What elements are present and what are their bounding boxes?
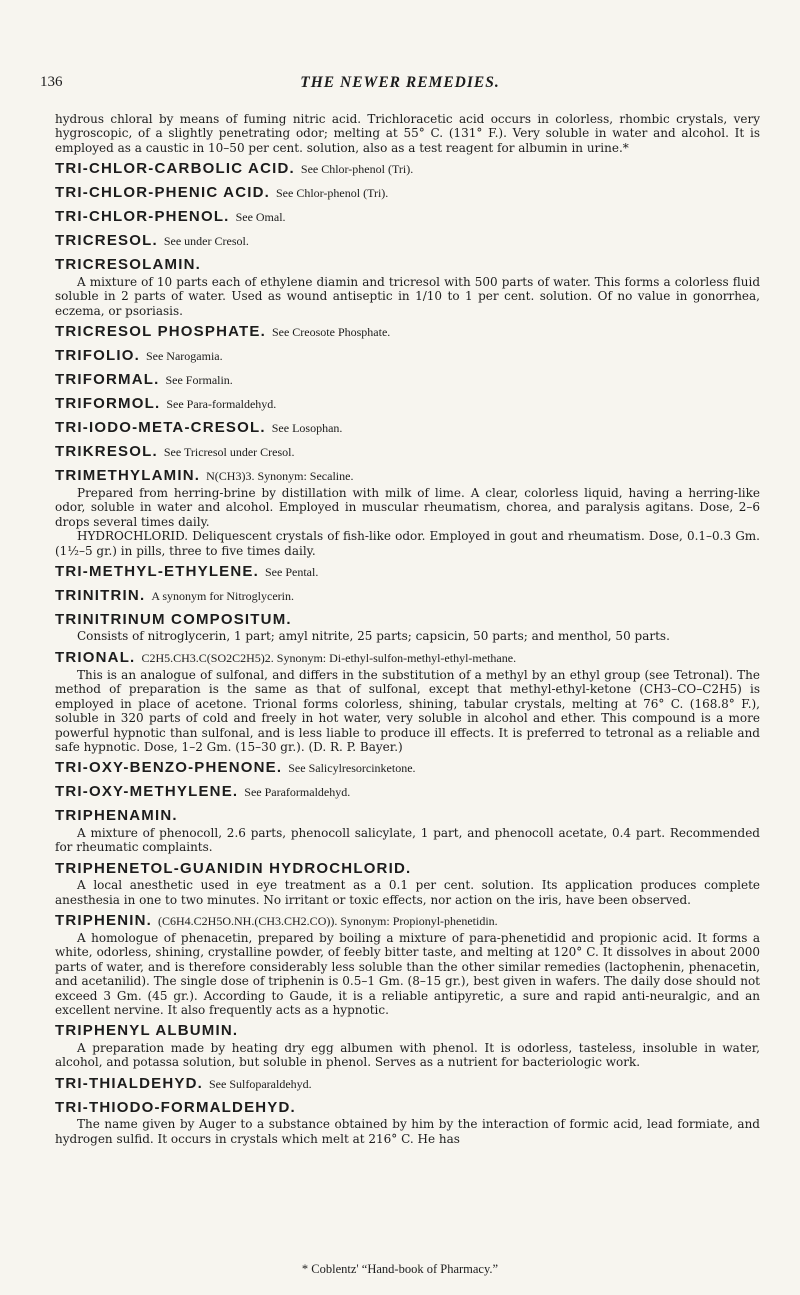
entry-heading xyxy=(55,369,760,390)
entry-term: TRI-THIODO-FORMALDEHYD. xyxy=(55,1098,296,1116)
entry-body: Prepared from herring-brine by distillation with milk of lime. A clear, colorless liquid, having a herring-like odor, soluble in water and alcohol. Employed in muscular rheumatism, chorea, and paralysis agitans. Dose, 2–6 drops several times daily. xyxy=(55,485,760,529)
entry-term: TRIFORMOL. xyxy=(55,394,161,412)
entry-term: TRIPHENIN. xyxy=(55,911,153,929)
footnote: * Coblentz' “Hand-book of Pharmacy.” xyxy=(301,1262,499,1276)
entry-heading xyxy=(55,230,760,251)
entry-term: TRI-METHYL-ETHYLENE. xyxy=(55,562,259,580)
entry-term: TRINITRIN. xyxy=(55,586,146,604)
entry-reference: See Chlor-phenol (Tri). xyxy=(276,186,389,201)
entry-reference: See Losophan. xyxy=(271,420,343,435)
entry-heading xyxy=(55,321,760,342)
dictionary-entry xyxy=(55,561,760,582)
entry-body: A local anesthetic used in eye treatment as a 0.1 per cent. solution. Its application produces complete anesthesia in one to two minutes. No irritant or toxic effects, nor action on the iris, have been observed. xyxy=(55,878,760,907)
entry-term: TRI-CHLOR-PHENOL. xyxy=(55,208,230,226)
dictionary-entry xyxy=(55,206,760,227)
entry-heading xyxy=(55,647,760,668)
entry-heading xyxy=(55,182,760,203)
entry-term: TRI-IODO-META-CRESOL. xyxy=(55,418,266,436)
entry-heading xyxy=(55,465,760,486)
entry-heading xyxy=(55,441,760,462)
dictionary-entry xyxy=(55,1073,760,1094)
entry-heading xyxy=(55,1073,760,1094)
entry-heading xyxy=(55,206,760,227)
page-header xyxy=(40,74,760,100)
running-title: THE NEWER REMEDIES. xyxy=(300,74,500,91)
dictionary-entry xyxy=(55,910,760,1017)
entry-term: TRIONAL. xyxy=(55,648,136,666)
dictionary-entry xyxy=(55,345,760,366)
entry-term: TRIPHENAMIN. xyxy=(55,807,178,825)
entry-reference: See Omal. xyxy=(235,210,286,225)
dictionary-entry xyxy=(55,757,760,778)
entry-body: HYDROCHLORID. Deliquescent crystals of fish-like odor. Employed in gout and rheumatism. Dose, 0.1–0.3 Gm. (1½–5 gr.) in pills, three to five times daily. xyxy=(55,529,760,558)
dictionary-entry xyxy=(55,1097,760,1146)
dictionary-entry xyxy=(55,158,760,179)
entry-list xyxy=(55,158,760,1146)
entry-heading xyxy=(55,757,760,778)
entry-body: This is an analogue of sulfonal, and differs in the substitution of a methyl by an ethyl group (see Tetronal). The method of preparation is the same as that of sulfonal, except that methyl-ethyl-ketone (CH3–CO–C2H5) is employed in place of acetone. Trional forms colorless, shining, tabular crystals, melting at 76° C. (168.8° F.), soluble in 320 parts of cold and freely in hot water, very soluble in alcohol and ether. This compound is a more powerful hypnotic than sulfonal, and is less liable to produce ill effects. It is preferred to tetronal as a reliable and safe hypnotic. Dose, 1–2 Gm. (15–30 gr.). (D. R. P. Bayer.) xyxy=(55,667,760,754)
entry-term: TRIFOLIO. xyxy=(55,346,140,364)
dictionary-entry xyxy=(55,393,760,414)
entry-heading xyxy=(55,561,760,582)
entry-heading xyxy=(55,345,760,366)
entry-reference: See Para-formaldehyd. xyxy=(166,396,277,411)
entry-reference: See Paraformaldehyd. xyxy=(244,785,351,800)
entry-term: TRI-CHLOR-PHENIC ACID. xyxy=(55,184,270,202)
entry-body: A homologue of phenacetin, prepared by boiling a mixture of para-phenetidid and propionic acid. It forms a white, odorless, shining, crystalline powder, of feebly bitter taste, and melting at 120° C. It dissolves in about 2000 parts of water, and is therefore considerably less soluble than the other similar remedies (lactophenin, phenacetin, and acetanilid). The single dose of triphenin is 0.5–1 Gm. (8–15 gr.), best given in wafers. The daily dose should not exceed 3 Gm. (45 gr.). According to Gaude, it is a reliable antipyretic, a sure and rapid anti-neuralgic, and an excellent nervine. It also frequently acts as a hypnotic. xyxy=(55,930,760,1017)
dictionary-entry xyxy=(55,254,760,318)
entry-heading xyxy=(55,585,760,606)
dictionary-entry xyxy=(55,441,760,462)
entry-reference: See Narogamia. xyxy=(145,348,223,363)
entry-term: TRICRESOL PHOSPHATE. xyxy=(55,322,266,340)
entry-body: A mixture of 10 parts each of ethylene diamin and tricresol with 500 parts of water. This forms a colorless fluid soluble in 2 parts of water. Used as wound antiseptic in 1/10 to 1 per cent. solution. Of no value in gonorrhea, eczema, or psoriasis. xyxy=(55,274,760,318)
dictionary-entry xyxy=(55,321,760,342)
entry-term: TRICRESOL. xyxy=(55,232,158,250)
entry-heading xyxy=(55,805,760,826)
entry-body: Consists of nitroglycerin, 1 part; amyl nitrite, 25 parts; capsicin, 50 parts; and menthol, 50 parts. xyxy=(77,629,670,644)
dictionary-entry xyxy=(55,369,760,390)
dictionary-entry xyxy=(55,609,760,644)
entry-reference: See Creosote Phosphate. xyxy=(271,324,391,339)
entry-reference: (C6H4.C2H5O.NH.(CH3.CH2.CO)). Synonym: Propionyl-phenetidin. xyxy=(158,913,498,928)
entry-term: TRIMETHYLAMIN. xyxy=(55,466,201,484)
entry-reference: See Pental. xyxy=(265,564,319,579)
entry-term: TRI-OXY-METHYLENE. xyxy=(55,783,239,801)
dictionary-entry xyxy=(55,805,760,854)
dictionary-entry xyxy=(55,585,760,606)
entry-reference: N(CH3)3. Synonym: Secaline. xyxy=(206,468,354,483)
entry-term: TRINITRINUM COMPOSITUM. xyxy=(55,610,292,628)
entry-reference: See Sulfoparaldehyd. xyxy=(209,1076,312,1091)
entry-term: TRIPHENETOL-GUANIDIN HYDROCHLORID. xyxy=(55,859,412,877)
entry-reference: See Salicylresorcinketone. xyxy=(288,761,416,776)
dictionary-entry xyxy=(55,230,760,251)
entry-reference: See Chlor-phenol (Tri). xyxy=(300,162,414,177)
entry-heading xyxy=(55,910,760,931)
entry-term: TRI-THIALDEHYD. xyxy=(55,1074,203,1092)
entry-body: A preparation made by heating dry egg albumen with phenol. It is odorless, tasteless, insoluble in water, alcohol, and potassa solution, but soluble in phenol. Serves as a nutrient for bacteriologic work. xyxy=(55,1040,760,1070)
entry-term: TRIPHENYL ALBUMIN. xyxy=(55,1022,239,1040)
entry-heading xyxy=(55,158,760,179)
dictionary-entry xyxy=(55,858,760,907)
entry-heading xyxy=(55,781,760,802)
entry-term: TRI-CHLOR-CARBOLIC ACID. xyxy=(55,160,295,178)
entry-heading xyxy=(55,417,760,438)
dictionary-entry xyxy=(55,781,760,802)
entry-reference: C2H5.CH3.C(SO2C2H5)2. Synonym: Di-ethyl-sulfon-methyl-ethyl-methane. xyxy=(141,650,517,665)
entry-heading xyxy=(55,393,760,414)
entry-reference: A synonym for Nitroglycerin. xyxy=(151,588,294,603)
dictionary-entry xyxy=(55,417,760,438)
entry-term: TRIFORMAL. xyxy=(55,370,160,388)
intro-paragraph: hydrous chloral by means of fuming nitric acid. Trichloracetic acid occurs in colorless, rhombic crystals, very hygroscopic, of a slightly penetrating odor; melting at 55° C. (131° F.). Very soluble in water and alcohol. It is employed as a caustic in 10–50 per cent. solution, also as a test reagent for albumin in urine.* xyxy=(55,112,760,155)
entry-reference: See Tricresol under Cresol. xyxy=(163,444,295,459)
entry-heading xyxy=(55,609,760,630)
page-number: 136 xyxy=(40,74,63,90)
dictionary-entry xyxy=(55,1020,760,1069)
dictionary-entry xyxy=(55,182,760,203)
entry-term: TRIKRESOL. xyxy=(55,442,158,460)
entry-reference: See under Cresol. xyxy=(163,234,249,249)
entry-heading xyxy=(55,254,760,275)
dictionary-entry xyxy=(55,647,760,754)
entry-term: TRICRESOLAMIN. xyxy=(55,256,201,274)
dictionary-entry xyxy=(55,465,760,558)
page-content xyxy=(55,112,760,1146)
entry-heading xyxy=(55,1020,760,1041)
entry-reference: See Formalin. xyxy=(165,372,233,387)
entry-term: TRI-OXY-BENZO-PHENONE. xyxy=(55,759,283,777)
entry-body: The name given by Auger to a substance obtained by him by the interaction of formic acid, lead formiate, and hydrogen sulfid. It occurs in crystals which melt at 216° C. He has xyxy=(55,1117,760,1146)
entry-heading xyxy=(55,858,760,879)
entry-body: A mixture of phenocoll, 2.6 parts, phenocoll salicylate, 1 part, and phenocoll acetate, 0.4 part. Recommended for rheumatic complaints. xyxy=(55,825,760,855)
entry-heading xyxy=(55,1097,760,1118)
